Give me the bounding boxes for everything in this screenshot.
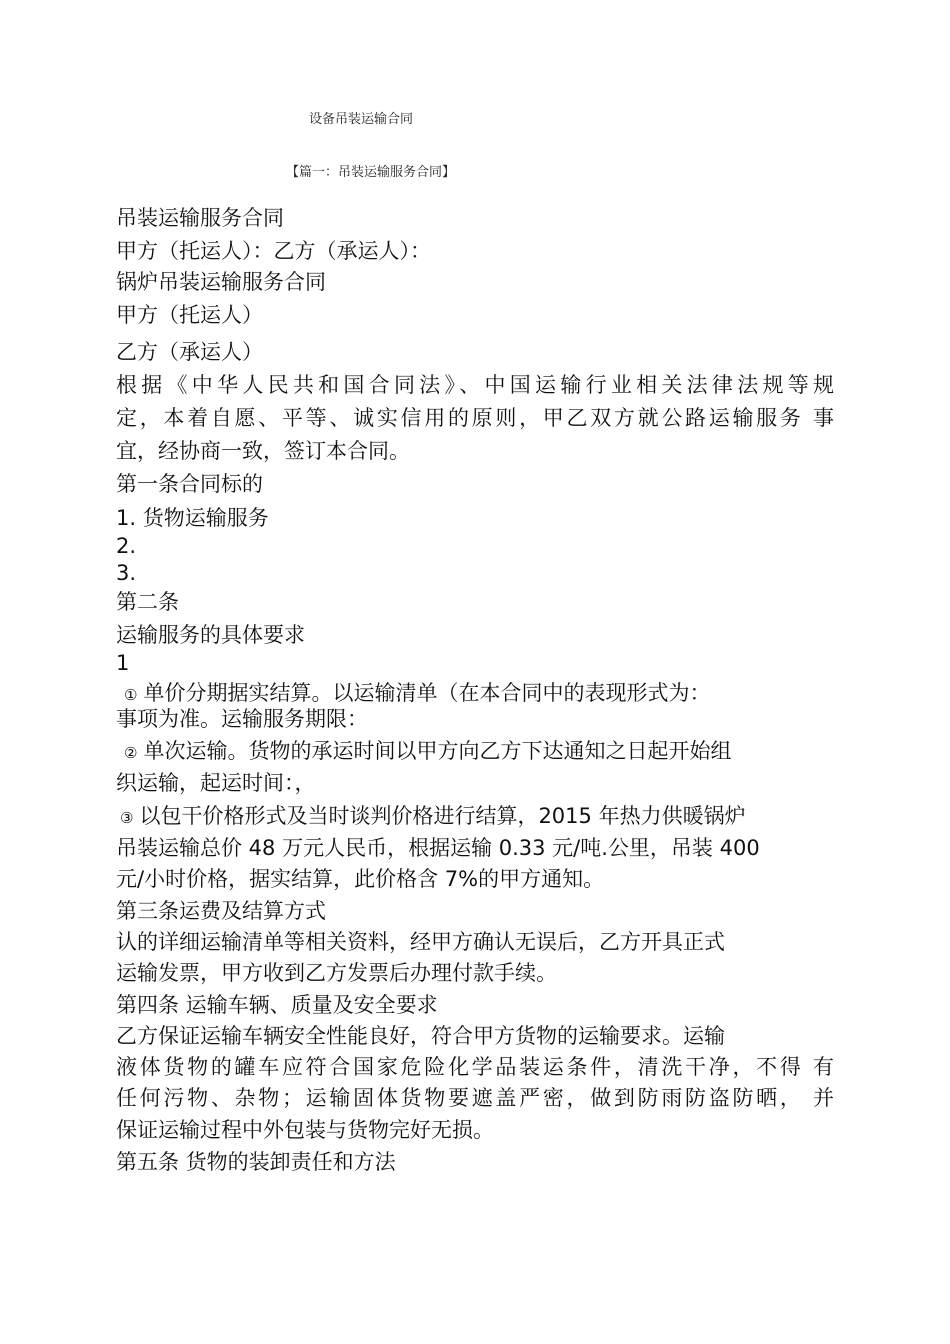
article-3-line-1: 认的详细运输清单等相关资料，经甲方确认无误后，乙方开具正式	[116, 930, 725, 954]
article-4-heading: 第四条 运输车辆、质量及安全要求	[116, 993, 438, 1017]
clause-1-line-2: 事项为准。运输服务期限：	[116, 707, 368, 731]
clause-1-marker: ①	[124, 686, 138, 704]
clause-2-marker: ②	[124, 744, 138, 762]
clause-3-marker: ③	[120, 809, 134, 827]
article-5-heading: 第五条 货物的装卸责任和方法	[116, 1150, 396, 1174]
article-4-line-2: 液体货物的罐车应符合国家危险化学品装运条件，清洗干净，不得 有	[116, 1055, 834, 1079]
party-a: 甲方（托运人）	[116, 303, 263, 327]
clause-2-line-1	[124, 738, 731, 766]
parties-line: 甲方（托运人）：乙方（承运人）：	[116, 239, 431, 263]
article-4-line-4: 保证运输过程中外包装与货物完好无损。	[116, 1118, 494, 1142]
preamble-line-2: 定，本着自愿、平等、诚实信用的原则，甲乙双方就公路运输服务 事	[116, 406, 834, 430]
article-1-item-3: 3.	[116, 561, 137, 585]
clause-1-line-1	[124, 680, 710, 708]
article-2-title: 运输服务的具体要求	[116, 623, 305, 647]
clause-2-line-2: 织运输，起运时间：，	[116, 771, 316, 795]
article-1-heading: 第一条合同标的	[116, 472, 263, 496]
party-b: 乙方（承运人）	[116, 340, 263, 364]
clause-3-line-1	[120, 803, 746, 831]
document-subtitle: 【篇一：吊装运输服务合同】	[286, 165, 456, 180]
article-3-line-2: 运输发票，甲方收到乙方发票后办理付款手续。	[116, 961, 557, 985]
clause-3-line-3: 元/小时价格，据实结算，此价格含 7%的甲方通知。	[116, 867, 605, 891]
article-1-item-2: 2.	[116, 534, 137, 558]
clause-3-text: 以包干价格形式及当时谈判价格进行结算，2015 年热力供暖锅炉	[139, 804, 746, 828]
preamble-line-3: 宜，经协商一致，签订本合同。	[116, 439, 410, 463]
article-2-heading: 第二条	[116, 590, 179, 614]
clause-3-line-2: 吊装运输总价 48 万元人民币，根据运输 0.33 元/吨.公里，吊装 400	[116, 836, 760, 860]
contract-name: 锅炉吊装运输服务合同	[116, 270, 326, 294]
article-3-heading: 第三条运费及结算方式	[116, 899, 326, 923]
clause-2-text: 单次运输。货物的承运时间以甲方向乙方下达通知之日起开始组	[143, 739, 732, 763]
article-4-line-1: 乙方保证运输车辆安全性能良好，符合甲方货物的运输要求。运输	[116, 1024, 725, 1048]
article-1-item-1: 1. 货物运输服务	[116, 506, 269, 530]
article-2-item-1: 1	[116, 651, 130, 675]
document-title: 设备吊装运输合同	[309, 112, 414, 127]
contract-heading: 吊装运输服务合同	[116, 206, 284, 230]
clause-1-text: 单价分期据实结算。以运输清单（在本合同中的表现形式为：	[143, 681, 711, 705]
article-4-line-3: 任何污物、杂物；运输固体货物要遮盖严密，做到防雨防盗防晒， 并	[116, 1086, 834, 1110]
preamble-line-1: 根据《中华人民共和国合同法》、中国运输行业相关法律法规等规	[116, 373, 834, 397]
